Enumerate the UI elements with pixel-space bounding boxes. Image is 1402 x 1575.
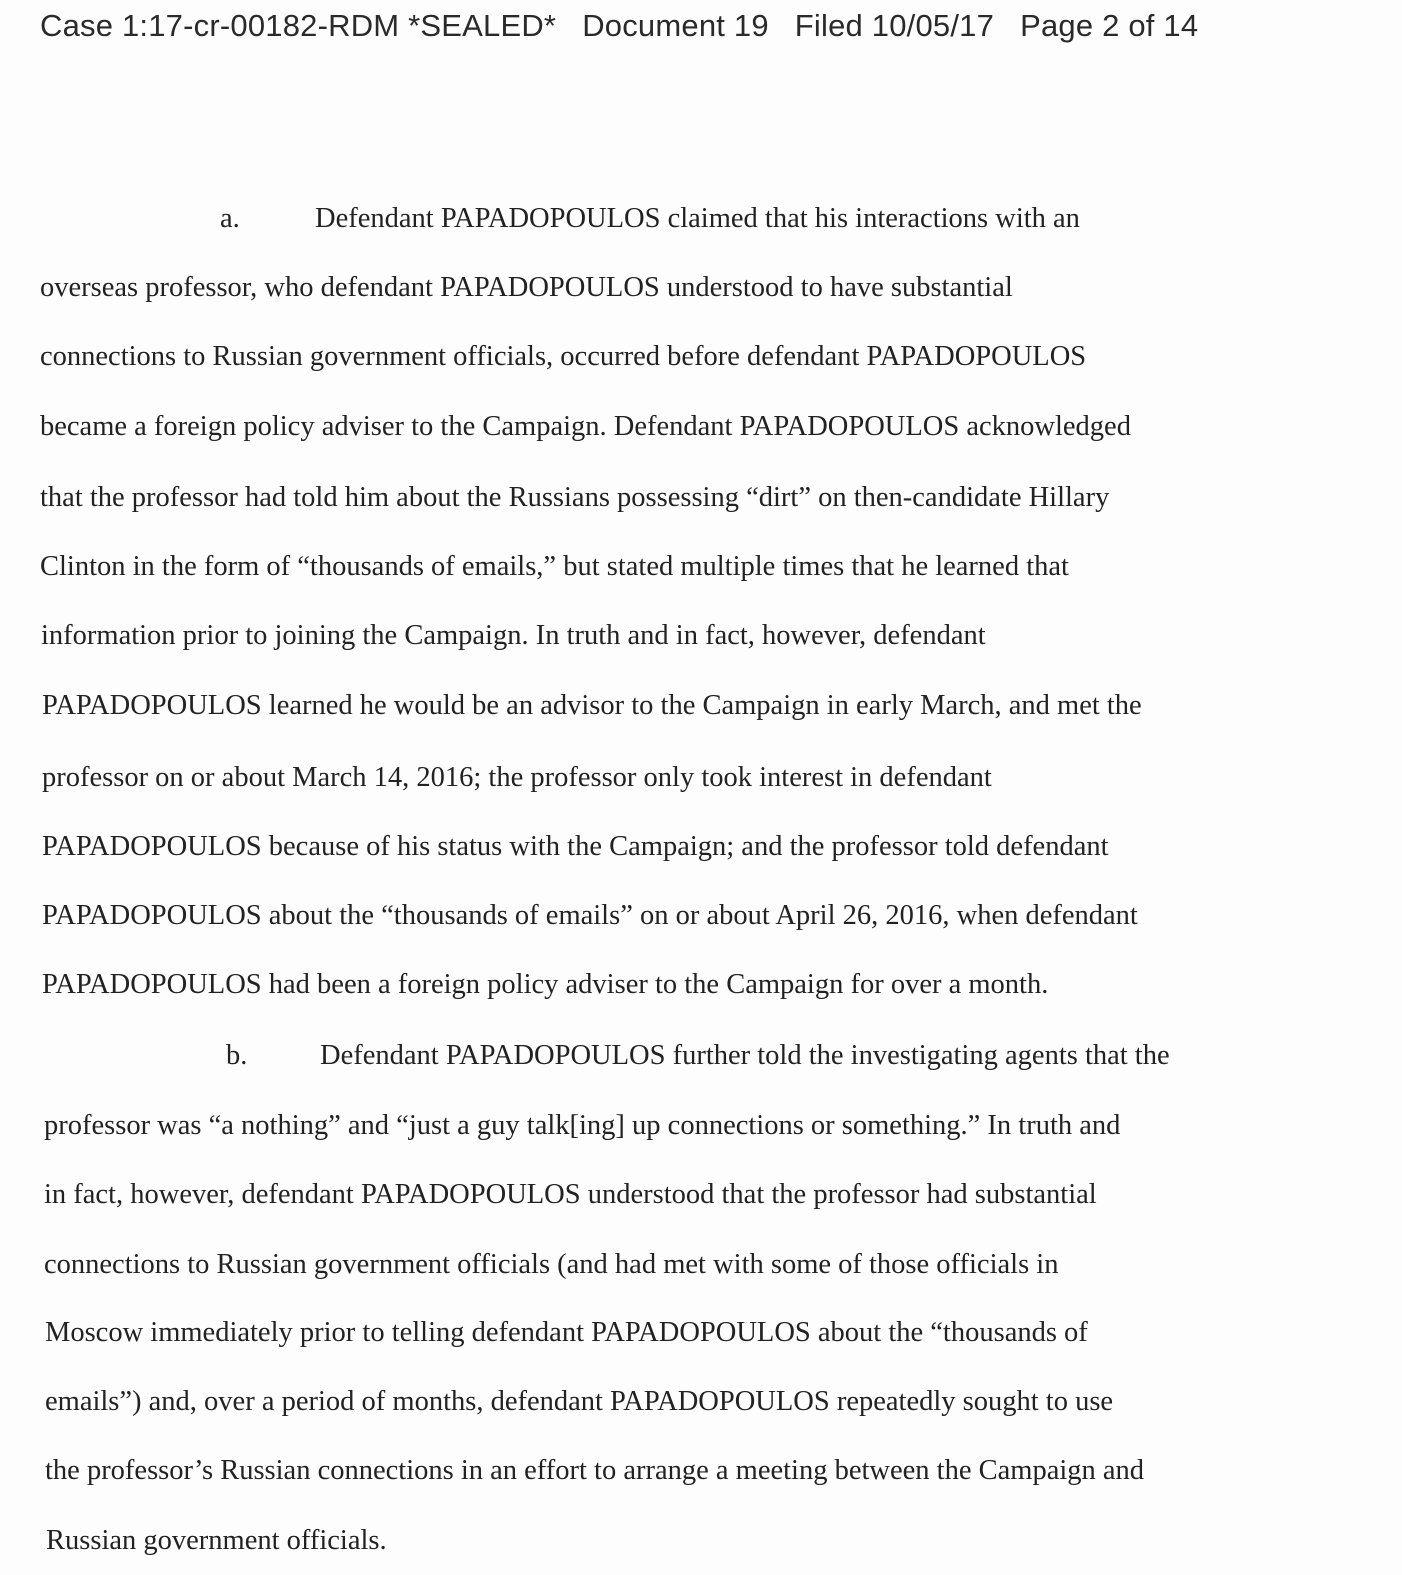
header-document-number: Document 19 [582,8,769,43]
paragraph-line: connections to Russian government officials (and had met with some of those officials in [44,1249,1059,1280]
paragraph-line: emails”) and, over a period of months, defendant PAPADOPOULOS repeatedly sought to use [45,1386,1114,1417]
paragraph-line: the professor’s Russian connections in an effort to arrange a meeting between the Campaign and [45,1455,1145,1486]
paragraph-line: PAPADOPOULOS because of his status with the Campaign; and the professor told defendant [42,831,1109,862]
paragraph-line: professor was “a nothing” and “just a guy talk[ing] up connections or something.” In truth and [44,1110,1121,1141]
paragraph-line: that the professor had told him about the Russians possessing “dirt” on then-candidate Hillary [40,482,1110,513]
paragraph-line: Moscow immediately prior to telling defendant PAPADOPOULOS about the “thousands of [45,1317,1088,1348]
paragraph-line: Russian government officials. [46,1525,387,1556]
header-page-number: Page 2 of 14 [1020,8,1199,43]
paragraph-line: Defendant PAPADOPOULOS claimed that his interactions with an [315,203,1080,234]
paragraph-label: b. [226,1040,248,1071]
header-filed-date: Filed 10/05/17 [794,8,995,43]
paragraph-line: became a foreign policy adviser to the Campaign. Defendant PAPADOPOULOS acknowledged [40,411,1131,442]
paragraph-line: Defendant PAPADOPOULOS further told the investigating agents that the [320,1040,1170,1071]
paragraph-line: in fact, however, defendant PAPADOPOULOS understood that the professor had substantial [44,1179,1097,1210]
case-header [40,8,1198,44]
paragraph-line: PAPADOPOULOS learned he would be an advisor to the Campaign in early March, and met the [42,690,1142,721]
header-case-number: Case 1:17-cr-00182-RDM *SEALED* [40,8,557,43]
paragraph-line: overseas professor, who defendant PAPADOPOULOS understood to have substantial [40,272,1013,303]
paragraph-line: professor on or about March 14, 2016; the professor only took interest in defendant [42,762,992,793]
paragraph-line: PAPADOPOULOS about the “thousands of emails” on or about April 26, 2016, when defendant [42,900,1138,931]
paragraph-line: connections to Russian government officials, occurred before defendant PAPADOPOULOS [40,341,1087,372]
paragraph-line: Clinton in the form of “thousands of emails,” but stated multiple times that he learned that [40,551,1069,582]
paragraph-label: a. [220,203,240,234]
paragraph-line: PAPADOPOULOS had been a foreign policy adviser to the Campaign for over a month. [42,969,1049,1000]
paragraph-line: information prior to joining the Campaign. In truth and in fact, however, defendant [41,620,986,651]
